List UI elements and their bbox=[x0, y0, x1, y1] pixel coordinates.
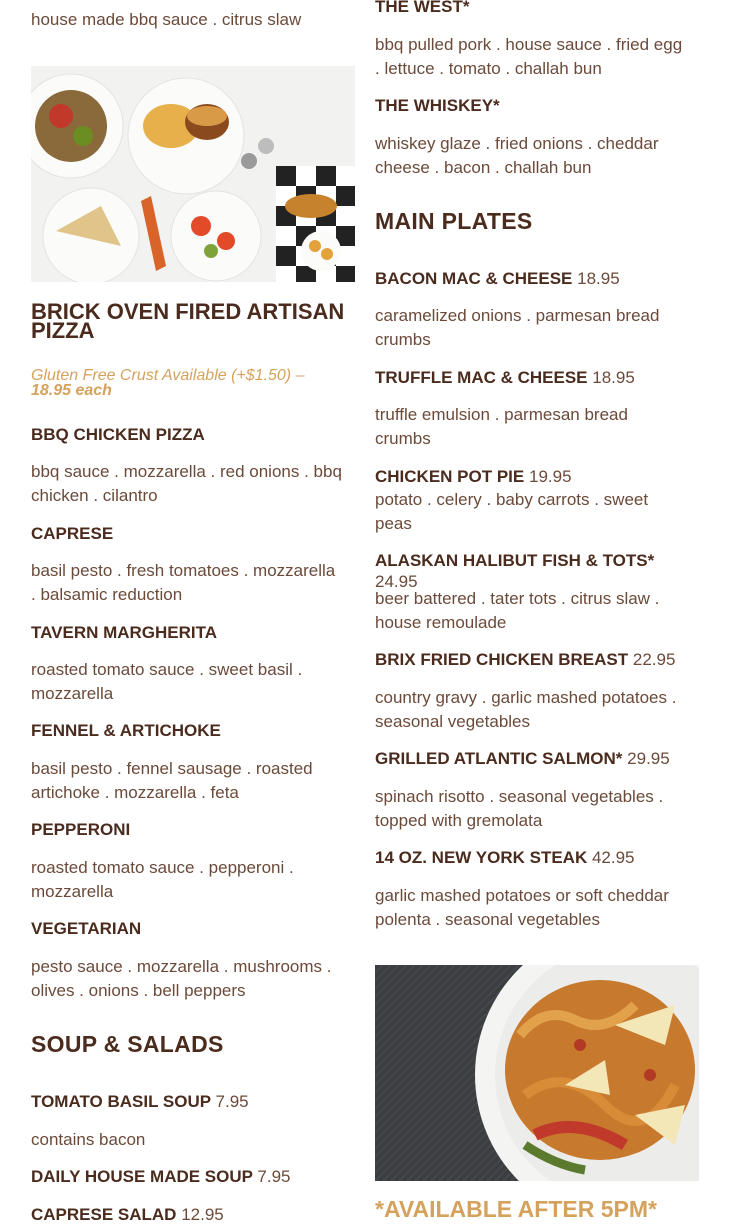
menu-item-name: THE WHISKEY* bbox=[375, 96, 500, 115]
item-description: house made bbq sauce . citrus slaw bbox=[31, 10, 302, 29]
menu-item-name: BRIX FRIED CHICKEN BREAST bbox=[375, 650, 629, 669]
menu-item-price: 7.95 bbox=[257, 1167, 291, 1186]
menu-item-description: whiskey glaze . fried onions . cheddar cheese . bacon . challah bun bbox=[375, 134, 659, 177]
menu-item-name: CHICKEN POT PIE bbox=[375, 467, 525, 486]
menu-item bbox=[375, 268, 699, 289]
pizza-price: 18.95 each bbox=[31, 382, 112, 399]
menu-item-description: spinach risotto . seasonal vegetables . topped with gremolata bbox=[375, 787, 664, 830]
menu-item-name: FENNEL & ARTICHOKE bbox=[31, 721, 221, 740]
menu-item bbox=[375, 550, 699, 592]
soup-salads-title: SOUP & SALADS bbox=[31, 1031, 224, 1057]
pizza-title-line: BRICK OVEN FIRED ARTISAN bbox=[31, 299, 345, 324]
menu-item-name: 14 OZ. NEW YORK STEAK bbox=[375, 848, 588, 867]
menu-item bbox=[31, 1204, 355, 1225]
menu-item-name: DAILY HOUSE MADE SOUP bbox=[31, 1167, 253, 1186]
menu-item-price: 18.95 bbox=[592, 368, 635, 387]
menu-item-name: BBQ CHICKEN PIZZA bbox=[31, 425, 205, 444]
menu-item-description: truffle emulsion . parmesan bread crumbs bbox=[375, 405, 628, 448]
menu-item-name: THE WEST* bbox=[375, 0, 470, 16]
menu-item-description: bbq pulled pork . house sauce . fried egg . lettuce . tomato . challah bun bbox=[375, 35, 683, 78]
menu-item bbox=[375, 466, 699, 487]
menu-item-description: pesto sauce . mozzarella . mushrooms . olives . onions . bell peppers bbox=[31, 957, 332, 1000]
menu-item-description: garlic mashed potatoes or soft cheddar polenta . seasonal vegetables bbox=[375, 886, 669, 929]
menu-item-name: BACON MAC & CHEESE bbox=[375, 269, 573, 288]
menu-item-name: GRILLED ATLANTIC SALMON* bbox=[375, 749, 623, 768]
food-platter-image bbox=[31, 66, 355, 282]
food-platter-photo bbox=[31, 66, 355, 282]
pasta-dish-image bbox=[375, 965, 699, 1181]
menu-item-price: 24.95 bbox=[375, 572, 418, 591]
availability-note: *AVAILABLE AFTER 5PM* bbox=[375, 1196, 657, 1222]
menu-item-name: VEGETARIAN bbox=[31, 919, 142, 938]
menu-item-description: roasted tomato sauce . sweet basil . mozzarella bbox=[31, 660, 303, 703]
gluten-free-note bbox=[31, 368, 355, 398]
menu-item-price: 22.95 bbox=[632, 650, 676, 669]
menu-item-name: ALASKAN HALIBUT FISH & TOTS* bbox=[375, 551, 655, 570]
menu-item-price: 12.95 bbox=[181, 1205, 224, 1224]
menu-item bbox=[31, 1166, 355, 1187]
menu-item-description: country gravy . garlic mashed potatoes . seasonal vegetables bbox=[375, 688, 677, 731]
menu-item-price: 29.95 bbox=[627, 749, 670, 768]
menu-item-price: 7.95 bbox=[215, 1092, 249, 1111]
menu-item-name: PEPPERONI bbox=[31, 820, 131, 839]
menu-item bbox=[31, 1091, 355, 1112]
gluten-free-line: Gluten Free Crust Available (+$1.50) – bbox=[31, 367, 305, 384]
menu-item-description: roasted tomato sauce . pepperoni . mozzarella bbox=[31, 858, 294, 901]
menu-item-description: bbq sauce . mozzarella . red onions . bbq chicken . cilantro bbox=[31, 462, 342, 505]
menu-item-description: beer battered . tater tots . citrus slaw . house remoulade bbox=[375, 589, 660, 632]
pizza-title-line: PIZZA bbox=[31, 318, 95, 343]
pasta-dish-photo bbox=[375, 965, 699, 1181]
menu-item bbox=[375, 649, 699, 670]
main-plates-title: MAIN PLATES bbox=[375, 208, 533, 234]
menu-item-name: TOMATO BASIL SOUP bbox=[31, 1092, 211, 1111]
pizza-section-title bbox=[31, 299, 355, 343]
menu-item-name: TRUFFLE MAC & CHEESE bbox=[375, 368, 588, 387]
menu-item-price: 42.95 bbox=[591, 848, 635, 867]
menu-item-description: basil pesto . fennel sausage . roasted artichoke . mozzarella . feta bbox=[31, 759, 313, 802]
menu-item-price: 18.95 bbox=[577, 269, 620, 288]
menu-item bbox=[375, 367, 699, 388]
menu-item-price: 19.95 bbox=[528, 467, 572, 486]
menu-item-description: potato . celery . baby carrots . sweet peas bbox=[375, 490, 649, 533]
menu-item bbox=[375, 847, 699, 868]
menu-item-name: TAVERN MARGHERITA bbox=[31, 623, 218, 642]
menu-item bbox=[375, 748, 699, 769]
menu-item-description: contains bacon bbox=[31, 1130, 146, 1149]
menu-item-description: caramelized onions . parmesan bread crumbs bbox=[375, 306, 660, 349]
menu-item-description: basil pesto . fresh tomatoes . mozzarella . balsamic reduction bbox=[31, 561, 336, 604]
menu-item-name: CAPRESE bbox=[31, 524, 114, 543]
menu-item-name: CAPRESE SALAD bbox=[31, 1205, 177, 1224]
